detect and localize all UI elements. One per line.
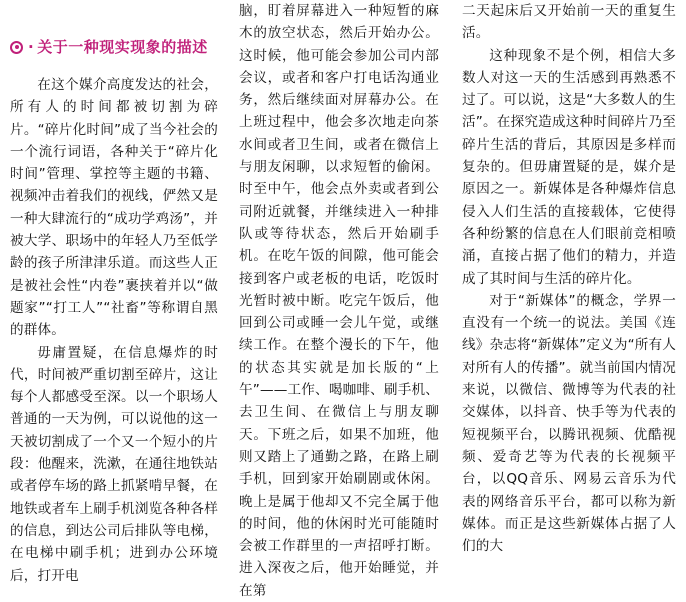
column-middle bbox=[239, 0, 439, 602]
section-title: 关于一种现实现象的描述 bbox=[37, 37, 208, 56]
paragraph: 这种现象不是个例，相信大多数人对这一天的生活感到再熟悉不过了。可以说，这是“大多数人的生活”。在探究造成这种时间碎片乃至碎片生活的背后，其原因是多样而复杂的。但毋庸置疑的是，媒介是原因之一。新媒体是各种爆炸信息侵入人们生活的直接载体，它使得各种纷繁的信息在人们眼前竞相喷涌，直接占据了他们的精力，并造成了其时间与生活的碎片化。 bbox=[462, 47, 676, 287]
paragraph-continued: 二天起床后又开始前一天的重复生活。 bbox=[462, 3, 676, 42]
section-heading bbox=[10, 36, 218, 58]
paragraph: 毋庸置疑，在信息爆炸的时代，时间被严重切割至碎片，这让每个人都感受至深。以一个职场人普通的一天为例，可以说他的这一天被切割成了一个又一个短小的片段：他醒来，洗漱，在通往地铁站或者停车场的路上抓紧啃早餐，在地铁或者车上刷手机浏览各种各样的信息，到达公司后排队等电梯，在电梯中刷手机；进到办公环境后，打开电 bbox=[10, 344, 218, 584]
paragraph-continued: 脑，盯着屏幕进入一种短暂的麻木的放空状态，然后开始办公。这时候，他可能会参加公司内部会议，或者和客户打电话沟通业务，然后继续面对屏幕办公。在上班过程中，他会多次地走向茶水间或者卫生间，或者在微信上与朋友闲聊，以求短暂的偷闲。时至中午，他会点外卖或者到公司附近就餐，并继续进入一种排队或等待状态，然后开始刷手机。在吃午饭的间隙，他可能会接到客户或老板的电话，吃饭时光暂时被中断。吃完午饭后，他回到公司或睡一会儿午觉，或继续工作。在整个漫长的下午，他的状态其实就是加长版的“上午”——工作、喝咖啡、刷手机、去卫生间、在微信上与朋友聊天。下班之后，如果不加班，他则又踏上了通勤之路，在路上刷手机，回到家开始刷剧或休闲。晚上是属于他却又不完全属于他的时间，他的休闲时光可能随时会被工作群里的一声招呼打断。进入深夜之后，他开始睡觉，并在第 bbox=[239, 3, 439, 599]
paragraph: 对于“新媒体”的概念，学界一直没有一个统一的说法。美国《连线》杂志将“新媒体”定义为“所有人对所有人的传播”。就当前国内情况来说，以微信、微博等为代表的社交媒体，以抖音、快手等为代表的短视频平台，以腾讯视频、优酷视频、爱奇艺等为代表的长视频平台，以QQ音乐、网易云音乐为代表的网络音乐平台，都可以称为新媒体。而正是这些新媒体占据了人们的大 bbox=[462, 292, 676, 555]
column-left bbox=[10, 0, 218, 587]
paragraph: 在这个媒介高度发达的社会，所有人的时间都被切割为碎片。“碎片化时间”成了当今社会的一个流行词语，各种关于“碎片化时间”管理、掌控等主题的书籍、视频冲击着我们的视线，俨然又是一种大肆流行的“成功学鸡汤”，并被大学、职场中的年轻人乃至低学龄的孩子所津津乐道。而这些人正是被社会性“内卷”裹挟着并以“做题家”“打工人”“社畜”等称谓自黑的群体。 bbox=[10, 77, 218, 339]
circle-bullet-icon bbox=[10, 41, 23, 54]
heading-bullet: · bbox=[28, 37, 35, 56]
